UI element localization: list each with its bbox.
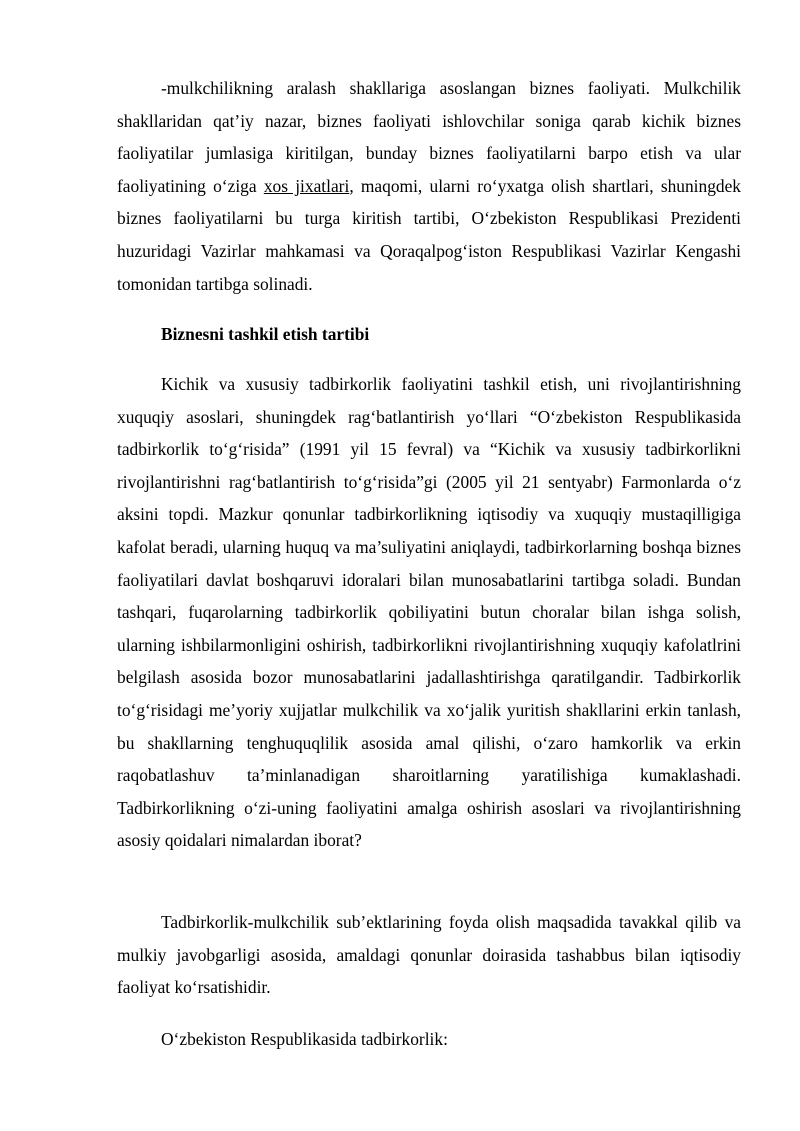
section-heading: Biznesni tashkil etish tartibi (161, 324, 370, 344)
paragraph-entrepreneurship-definition: Tadbirkorlik-mulkchilik sub’ektlarining foyda olish maqsadida tavakkal qilib va mulkiy javobgarligi asosida, amaldagi qonunlar doirasida tashabbus bilan iqtisodiy faoliyat ko‘rsatishidir. (117, 912, 741, 998)
paragraph-mixed-ownership (117, 72, 741, 300)
underlined-phrase: xos jixatlari (263, 175, 350, 196)
paragraph-text: -mulkchilikning aralash shakllariga asoslangan biznes faoliyati. Mulkchilik shakllaridan qat’iy nazar, biznes faoliyati ishlovchilar soniga qarab kichik biznes faoliyatilar jumlasiga kiritilgan, bunday biznes faoliyatilarni barpo etish va ular faoliyatining o‘ziga (117, 78, 741, 196)
paragraph-business-organization: Kichik va xususiy tadbirkorlik faoliyatini tashkil etish, uni rivojlantirishning xuquqiy asoslari, shuningdek rag‘batlantirish yo‘llari “O‘zbekiston Respublikasida tadbirkorlik to‘g‘risida” (1991 yil 15 fevral) va “Kichik va xususiy tadbirkorlikni rivojlantirishni rag‘batlantirish to‘g‘risida”gi (2005 yil 21 sentyabr) Farmonlarda o‘z aksini topdi. Mazkur qonunlar tadbirkorlikning iqtisodiy va xuquqiy mustaqilligiga kafolat beradi, ularning huquq va ma’suliyatini aniqlaydi, tadbirkorlarning boshqa biznes faoliyatilari davlat boshqaruvi idoralari bilan munosabatlarini tartibga soladi. Bundan tashqari, fuqarolarning tadbirkorlik qobiliyatini butun choralar bilan ishga solish, ularning ishbilarmonligini oshirish, tadbirkorlikni rivojlantirishning xuquqiy kafolatlrini belgilash asosida bozor munosabatlarini jadallashtirishga qaratilgandir. Tadbirkorlik to‘g‘risidagi me’yoriy xujjatlar mulkchilik va xo‘jalik yuritish shakllarini erkin tanlash, bu shakllarning tenghuquqlilik asosida amal qilishi, o‘zaro hamkorlik va erkin raqobatlashuv ta’minlanadigan sharoitlarning yaratilishiga kumaklashadi. Tadbirkorlikning o‘zi-uning faoliyatini amalga oshirish asoslari va rivojlantirishning asosiy qoidalari nimalardan iborat? (117, 374, 741, 851)
paragraph-entrepreneurship-intro: O‘zbekiston Respublikasida tadbirkorlik: (161, 1029, 448, 1049)
paragraph-text: , maqomi, ularni ro‘yxatga olish shartlari, shuningdek biznes faoliyatilarni bu turga kiritish tartibi, O‘zbekiston Respublikasi Prezidenti huzuridagi Vazirlar mahkamasi va Qoraqalpog‘iston Respublikasi Vazirlar Kengashi tomonidan tartibga solinadi. (117, 175, 742, 294)
